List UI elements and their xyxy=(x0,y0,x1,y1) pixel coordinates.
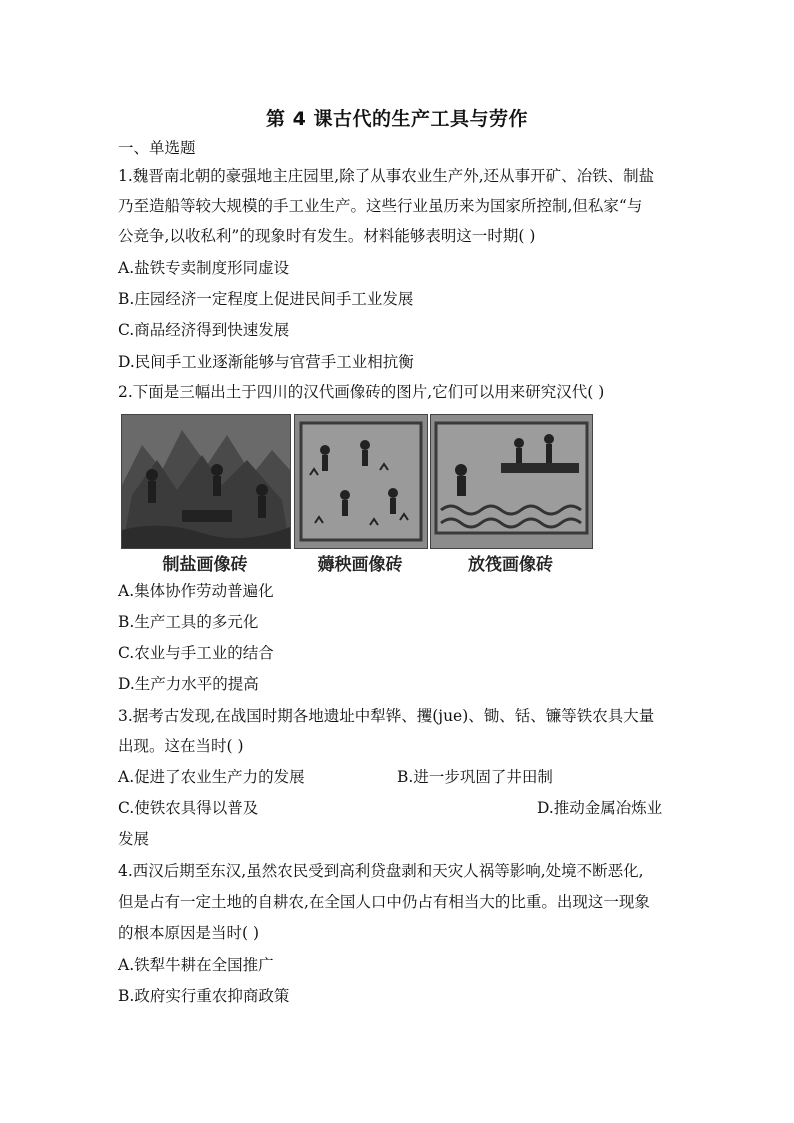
salt-making-relief-image xyxy=(121,414,291,549)
brick-relief-figure xyxy=(119,410,593,575)
q1-option-a: A.盐铁专卖制度形同虚设 xyxy=(118,259,290,277)
q3-stem-line1: 3.据考古发现,在战国时期各地遗址中犁铧、攫(jue)、锄、铦、镰等铁农具大量 xyxy=(118,707,655,725)
q1-option-c: C.商品经济得到快速发展 xyxy=(118,321,290,339)
caption-raft: 放筏画像砖 xyxy=(468,555,553,575)
q1-stem-line2: 乃至造船等较大规模的手工业生产。这些行业虽历来为国家所控制,但私家“与 xyxy=(118,197,643,215)
q3-option-d-continued: 发展 xyxy=(118,830,150,848)
q2-option-a: A.集体协作劳动普遍化 xyxy=(118,582,274,600)
lesson-title: 第 4 课古代的生产工具与劳作 xyxy=(266,108,528,130)
q2-option-b: B.生产工具的多元化 xyxy=(118,613,259,631)
q2-option-d: D.生产力水平的提高 xyxy=(118,675,259,693)
q1-option-b: B.庄园经济一定程度上促进民间手工业发展 xyxy=(118,290,414,308)
q3-option-c: C.使铁农具得以普及 xyxy=(118,799,259,817)
caption-salt-making: 制盐画像砖 xyxy=(162,555,248,575)
q4-option-b: B.政府实行重农抑商政策 xyxy=(118,987,290,1005)
q1-option-d: D.民间手工业逐渐能够与官营手工业相抗衡 xyxy=(118,353,414,371)
q4-stem-line1: 4.西汉后期至东汉,虽然农民受到高利贷盘剥和天灾人祸等影响,处境不断恶化, xyxy=(118,862,644,880)
q1-stem-line3: 公竞争,以收私利”的现象时有发生。材料能够表明这一时期( ) xyxy=(118,227,536,245)
q4-stem-line2: 但是占有一定土地的自耕农,在全国人口中仍占有相当大的比重。出现这一现象 xyxy=(118,893,650,911)
rice-weeding-relief-image xyxy=(294,414,428,549)
q3-option-d: D.推动金属冶炼业 xyxy=(537,799,663,817)
q4-option-a: A.铁犁牛耕在全国推广 xyxy=(118,956,274,974)
caption-rice-weeding: 薅秧画像砖 xyxy=(317,555,403,575)
q2-option-c: C.农业与手工业的结合 xyxy=(118,644,274,662)
q4-stem-line3: 的根本原因是当时( ) xyxy=(118,924,260,942)
q3-stem-line2: 出现。这在当时( ) xyxy=(118,737,244,755)
q1-stem-line1: 1.魏晋南北朝的豪强地主庄园里,除了从事农业生产外,还从事开矿、冶铁、制盐 xyxy=(118,167,655,185)
q2-stem: 2.下面是三幅出土于四川的汉代画像砖的图片,它们可以用来研究汉代( ) xyxy=(118,383,605,401)
q3-option-b: B.进一步巩固了井田制 xyxy=(397,768,553,786)
section-heading: 一、单选题 xyxy=(118,139,196,157)
raft-relief-image xyxy=(430,414,593,549)
q3-option-a: A.促进了农业生产力的发展 xyxy=(118,768,305,786)
